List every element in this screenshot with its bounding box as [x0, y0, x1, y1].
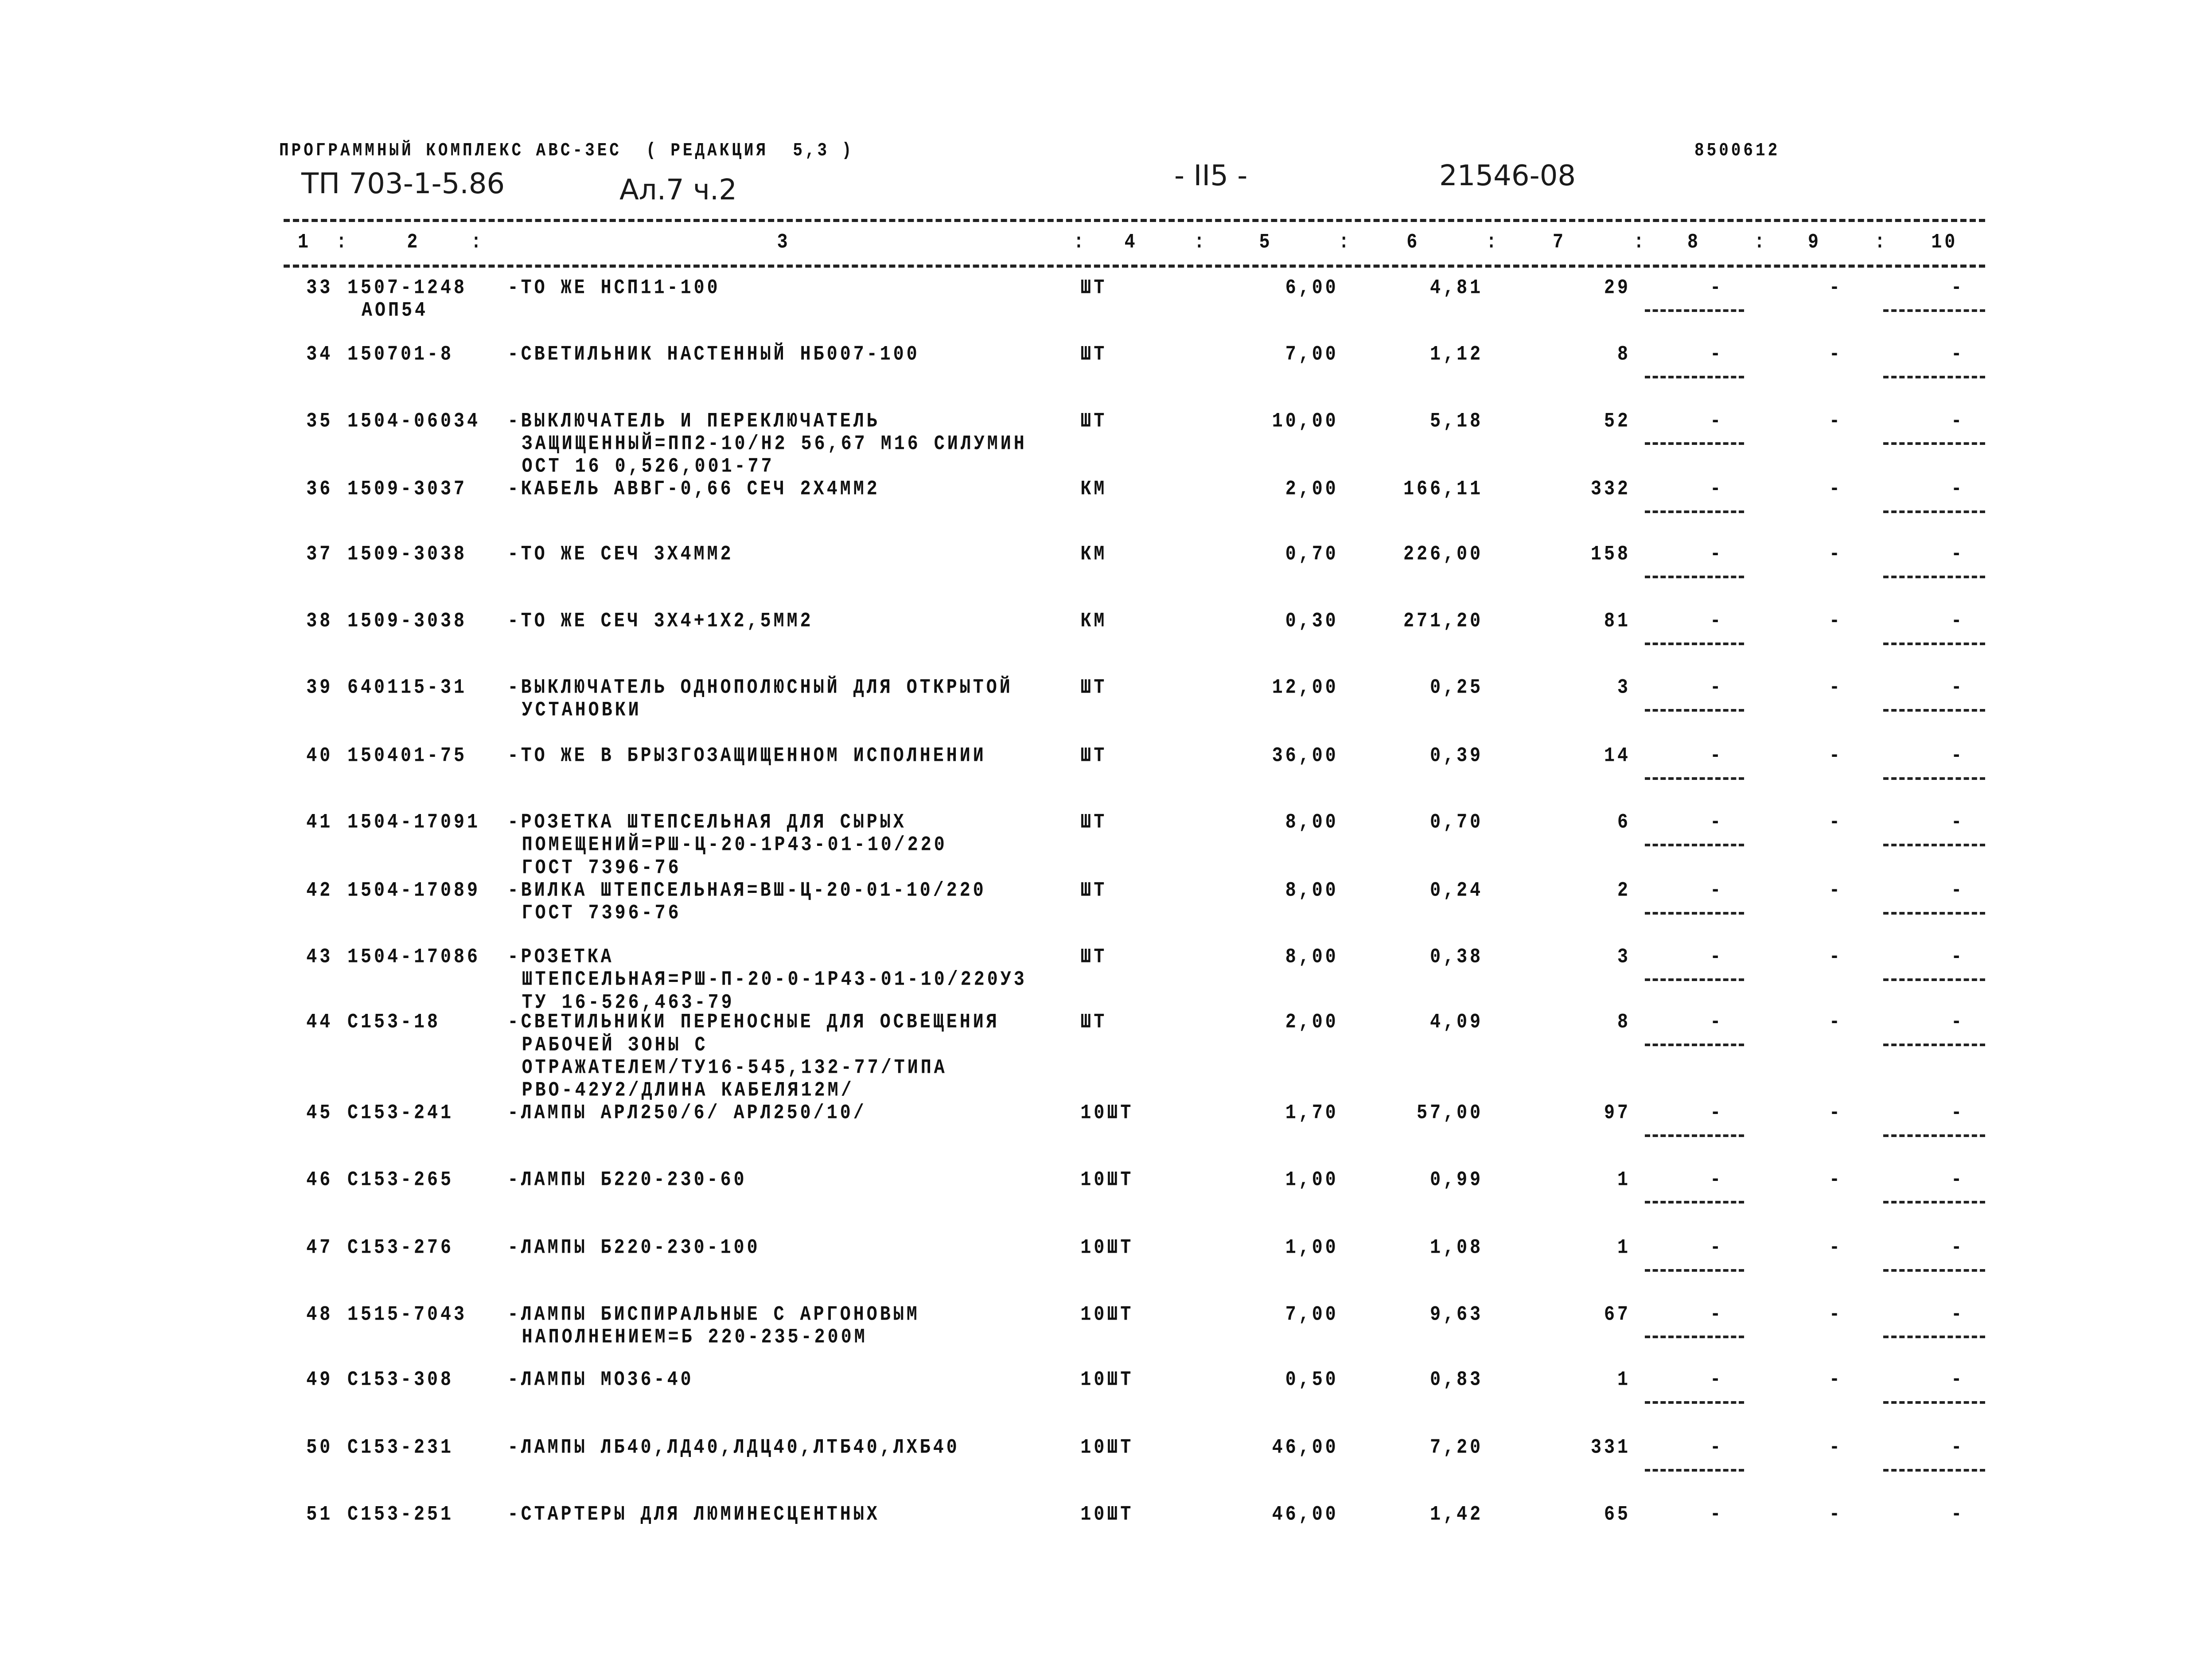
col8-value: -	[1710, 1503, 1724, 1526]
col9-value: -	[1829, 676, 1843, 700]
subtotal-underline	[1645, 1134, 1744, 1137]
unit-price: 0,38	[1430, 946, 1484, 969]
col8-value: -	[1710, 946, 1724, 969]
archive-number: 21546-08	[1439, 160, 1576, 192]
col8-value: -	[1710, 277, 1724, 300]
col9-value: -	[1829, 343, 1843, 366]
item-code: 1515-7043	[347, 1303, 467, 1326]
col8-value: -	[1710, 610, 1724, 633]
col10-value: -	[1951, 811, 1965, 834]
col9-value: -	[1829, 1168, 1843, 1192]
unit-price: 271,20	[1403, 610, 1484, 633]
subtotal-underline	[1645, 912, 1744, 915]
item-description: -СТАРТЕРЫ ДЛЯ ЛЮМИНЕСЦЕНТНЫХ	[507, 1503, 880, 1526]
col8-value: -	[1710, 343, 1724, 366]
unit: ШТ	[1080, 277, 1107, 300]
column-number: 2	[407, 231, 421, 254]
column-separator: :	[336, 231, 350, 254]
col9-value: -	[1829, 1236, 1843, 1260]
item-code: 150701-8	[347, 343, 454, 366]
unit: 10ШТ	[1080, 1503, 1134, 1526]
item-description: -ТО ЖЕ СЕЧ 3Х4+1Х2,5ММ2	[507, 610, 814, 633]
unit: ШТ	[1080, 410, 1107, 433]
quantity: 0,50	[1285, 1368, 1339, 1391]
unit-price: 0,70	[1430, 811, 1484, 834]
divider-top	[284, 219, 1985, 222]
col10-value: -	[1951, 879, 1965, 902]
col9-value: -	[1829, 543, 1843, 566]
col10-value: -	[1951, 676, 1965, 700]
total-cost: 97	[1604, 1102, 1631, 1125]
unit-price: 1,12	[1430, 343, 1484, 366]
unit: ШТ	[1080, 676, 1107, 700]
col10-value: -	[1951, 343, 1965, 366]
subtotal-underline	[1645, 643, 1744, 645]
item-code: С153-308	[347, 1368, 454, 1391]
col10-value: -	[1951, 543, 1965, 566]
unit-price: 9,63	[1430, 1303, 1484, 1326]
quantity: 46,00	[1272, 1503, 1339, 1526]
item-description: -ВЫКЛЮЧАТЕЛЬ ОДНОПОЛЮСНЫЙ ДЛЯ ОТКРЫТОЙ	[507, 676, 1013, 700]
unit: ШТ	[1080, 811, 1107, 834]
item-code: 1509-3037	[347, 478, 467, 501]
unit: ШТ	[1080, 744, 1107, 767]
col9-value: -	[1829, 277, 1843, 300]
column-separator: :	[471, 231, 484, 254]
col9-value: -	[1829, 1303, 1843, 1326]
row-number: 46	[306, 1168, 333, 1192]
subtotal-underline	[1645, 510, 1744, 513]
item-code: 150401-75	[347, 744, 467, 767]
col10-value: -	[1951, 610, 1965, 633]
quantity: 6,00	[1285, 277, 1339, 300]
item-description: -ЛАМПЫ МО36-40	[507, 1368, 694, 1391]
item-description: ЗАЩИЩЕННЫЙ=ПП2-10/Н2 56,67 М16 СИЛУМИН	[522, 432, 1027, 456]
col10-value: -	[1951, 946, 1965, 969]
item-description: -СВЕТИЛЬНИКИ ПЕРЕНОСНЫЕ ДЛЯ ОСВЕЩЕНИЯ	[507, 1011, 1000, 1034]
subtotal-underline	[1645, 1469, 1744, 1472]
unit: 10ШТ	[1080, 1102, 1134, 1125]
col8-value: -	[1710, 676, 1724, 700]
quantity: 10,00	[1272, 410, 1339, 433]
subtotal-underline	[1883, 1469, 1985, 1472]
quantity: 12,00	[1272, 676, 1339, 700]
total-cost: 3	[1617, 676, 1631, 700]
unit: 10ШТ	[1080, 1168, 1134, 1192]
column-number: 6	[1406, 231, 1420, 254]
item-description: -ТО ЖЕ СЕЧ 3Х4ММ2	[507, 543, 734, 566]
unit: ШТ	[1080, 946, 1107, 969]
total-cost: 52	[1604, 410, 1631, 433]
item-description: -СВЕТИЛЬНИК НАСТЕННЫЙ НБ007-100	[507, 343, 920, 366]
col10-value: -	[1951, 1236, 1965, 1260]
col10-value: -	[1951, 277, 1965, 300]
column-number: 8	[1687, 231, 1701, 254]
col10-value: -	[1951, 410, 1965, 433]
unit: ШТ	[1080, 879, 1107, 902]
subtotal-underline	[1645, 309, 1744, 312]
item-description: УСТАНОВКИ	[522, 699, 642, 722]
album-label: Ал.7 ч.2	[619, 174, 737, 206]
item-code: С153-251	[347, 1503, 454, 1526]
total-cost: 1	[1617, 1168, 1631, 1192]
subtotal-underline	[1883, 1336, 1985, 1338]
item-description: -ТО ЖЕ В БРЫЗГОЗАЩИЩЕННОМ ИСПОЛНЕНИИ	[507, 744, 986, 767]
col9-value: -	[1829, 610, 1843, 633]
col9-value: -	[1829, 410, 1843, 433]
row-number: 48	[306, 1303, 333, 1326]
unit-price: 0,25	[1430, 676, 1484, 700]
item-description: ОСТ 16 0,526,001-77	[522, 455, 775, 479]
unit-price: 57,00	[1417, 1102, 1484, 1125]
col8-value: -	[1710, 1236, 1724, 1260]
total-cost: 331	[1590, 1436, 1631, 1460]
col10-value: -	[1951, 744, 1965, 767]
row-number: 39	[306, 676, 333, 700]
item-code: 640115-31	[347, 676, 467, 700]
item-description: -ЛАМПЫ БИСПИРАЛЬНЫЕ С АРГОНОВЫМ	[507, 1303, 920, 1326]
column-number: 4	[1124, 231, 1138, 254]
unit-price: 5,18	[1430, 410, 1484, 433]
subtotal-underline	[1883, 978, 1985, 981]
total-cost: 3	[1617, 946, 1631, 969]
col8-value: -	[1710, 1102, 1724, 1125]
item-code: С153-276	[347, 1236, 454, 1260]
subtotal-underline	[1883, 309, 1985, 312]
quantity: 0,30	[1285, 610, 1339, 633]
row-number: 49	[306, 1368, 333, 1391]
item-code: 1507-1248	[347, 277, 467, 300]
column-separator: :	[1633, 231, 1647, 254]
row-number: 51	[306, 1503, 333, 1526]
subtotal-underline	[1883, 442, 1985, 445]
col10-value: -	[1951, 1503, 1965, 1526]
col9-value: -	[1829, 1368, 1843, 1391]
col8-value: -	[1710, 478, 1724, 501]
item-description: ГОСТ 7396-76	[522, 857, 682, 880]
unit-price: 1,08	[1430, 1236, 1484, 1260]
unit-price: 0,24	[1430, 879, 1484, 902]
item-code: 1504-17089	[347, 879, 481, 902]
total-cost: 65	[1604, 1503, 1631, 1526]
col9-value: -	[1829, 879, 1843, 902]
item-description: -ТО ЖЕ НСП11-100	[507, 277, 720, 300]
col8-value: -	[1710, 879, 1724, 902]
subtotal-underline	[1645, 1336, 1744, 1338]
divider-header	[284, 265, 1985, 268]
row-number: 43	[306, 946, 333, 969]
unit: КМ	[1080, 478, 1107, 501]
item-description: -ЛАМПЫ ЛБ40,ЛД40,ЛДЦ40,ЛТБ40,ЛХБ40	[507, 1436, 960, 1460]
quantity: 46,00	[1272, 1436, 1339, 1460]
item-description: -РОЗЕТКА	[507, 946, 614, 969]
column-number: 3	[777, 231, 791, 254]
total-cost: 1	[1617, 1236, 1631, 1260]
total-cost: 29	[1604, 277, 1631, 300]
col9-value: -	[1829, 811, 1843, 834]
item-code: С153-18	[347, 1011, 441, 1034]
col10-value: -	[1951, 1011, 1965, 1034]
item-code: С153-241	[347, 1102, 454, 1125]
col10-value: -	[1951, 1368, 1965, 1391]
unit: КМ	[1080, 610, 1107, 633]
item-code: С153-265	[347, 1168, 454, 1192]
unit-price: 4,81	[1430, 277, 1484, 300]
col10-value: -	[1951, 478, 1965, 501]
item-description: РАБОЧЕЙ ЗОНЫ С	[522, 1034, 708, 1057]
subtotal-underline	[1883, 1269, 1985, 1272]
total-cost: 332	[1590, 478, 1631, 501]
unit-price: 166,11	[1403, 478, 1484, 501]
item-description: -ЛАМПЫ Б220-230-60	[507, 1168, 747, 1192]
quantity: 0,70	[1285, 543, 1339, 566]
row-number: 37	[306, 543, 333, 566]
col9-value: -	[1829, 1102, 1843, 1125]
quantity: 1,00	[1285, 1168, 1339, 1192]
row-number: 36	[306, 478, 333, 501]
col9-value: -	[1829, 1011, 1843, 1034]
unit: 10ШТ	[1080, 1236, 1134, 1260]
subtotal-underline	[1645, 576, 1744, 578]
row-number: 40	[306, 744, 333, 767]
total-cost: 81	[1604, 610, 1631, 633]
col10-value: -	[1951, 1436, 1965, 1460]
item-code: 1504-17086	[347, 946, 481, 969]
subtotal-underline	[1883, 376, 1985, 378]
total-cost: 158	[1590, 543, 1631, 566]
row-number: 44	[306, 1011, 333, 1034]
col8-value: -	[1710, 1436, 1724, 1460]
col8-value: -	[1710, 1011, 1724, 1034]
subtotal-underline	[1645, 844, 1744, 846]
row-number: 45	[306, 1102, 333, 1125]
subtotal-underline	[1645, 978, 1744, 981]
item-description: НАПОЛНЕНИЕМ=Б 220-235-200М	[522, 1326, 868, 1349]
item-description: -ЛАМПЫ АРЛ250/6/ АРЛ250/10/	[507, 1102, 867, 1125]
item-description: -ВЫКЛЮЧАТЕЛЬ И ПЕРЕКЛЮЧАТЕЛЬ	[507, 410, 880, 433]
item-description: -ЛАМПЫ Б220-230-100	[507, 1236, 760, 1260]
row-number: 41	[306, 811, 333, 834]
column-separator: :	[1194, 231, 1207, 254]
subtotal-underline	[1645, 1044, 1744, 1046]
subtotal-underline	[1883, 844, 1985, 846]
row-number: 33	[306, 277, 333, 300]
total-cost: 67	[1604, 1303, 1631, 1326]
item-description: РВО-42У2/ДЛИНА КАБЕЛЯ12М/	[522, 1079, 854, 1102]
unit-price: 1,42	[1430, 1503, 1484, 1526]
col10-value: -	[1951, 1102, 1965, 1125]
row-number: 38	[306, 610, 333, 633]
document-number: 8500612	[1694, 140, 1780, 161]
quantity: 8,00	[1285, 946, 1339, 969]
unit-price: 0,99	[1430, 1168, 1484, 1192]
unit-price: 0,83	[1430, 1368, 1484, 1391]
item-description: ОТРАЖАТЕЛЕМ/ТУ16-545,132-77/ТИПА	[522, 1056, 947, 1079]
quantity: 1,00	[1285, 1236, 1339, 1260]
item-description: -КАБЕЛЬ АВВГ-0,66 СЕЧ 2Х4ММ2	[507, 478, 880, 501]
subtotal-underline	[1645, 777, 1744, 780]
subtotal-underline	[1883, 777, 1985, 780]
col9-value: -	[1829, 1436, 1843, 1460]
total-cost: 1	[1617, 1368, 1631, 1391]
item-code: 1504-17091	[347, 811, 481, 834]
page-number: - II5 -	[1174, 160, 1248, 192]
column-number: 10	[1931, 231, 1958, 254]
col9-value: -	[1829, 1503, 1843, 1526]
subtotal-underline	[1645, 376, 1744, 378]
col8-value: -	[1710, 1303, 1724, 1326]
col10-value: -	[1951, 1303, 1965, 1326]
row-number: 50	[306, 1436, 333, 1460]
col8-value: -	[1710, 410, 1724, 433]
column-separator: :	[1874, 231, 1888, 254]
item-code: 1509-3038	[347, 543, 467, 566]
item-description: ГОСТ 7396-76	[522, 902, 682, 925]
column-separator: :	[1754, 231, 1768, 254]
subtotal-underline	[1883, 1401, 1985, 1404]
project-number: ТП 703-1-5.86	[301, 167, 505, 200]
column-number: 5	[1259, 231, 1273, 254]
col8-value: -	[1710, 1368, 1724, 1391]
col9-value: -	[1829, 478, 1843, 501]
unit-price: 226,00	[1403, 543, 1484, 566]
col10-value: -	[1951, 1168, 1965, 1192]
col8-value: -	[1710, 543, 1724, 566]
subtotal-underline	[1883, 643, 1985, 645]
row-number: 47	[306, 1236, 333, 1260]
item-description: ПОМЕЩЕНИЙ=РШ-Ц-20-1Р43-01-10/220	[522, 834, 947, 857]
column-separator: :	[1338, 231, 1352, 254]
col8-value: -	[1710, 811, 1724, 834]
item-description: -РОЗЕТКА ШТЕПСЕЛЬНАЯ ДЛЯ СЫРЫХ	[507, 811, 907, 834]
unit: 10ШТ	[1080, 1303, 1134, 1326]
unit-price: 4,09	[1430, 1011, 1484, 1034]
column-number: 7	[1553, 231, 1566, 254]
row-number: 35	[306, 410, 333, 433]
subtotal-underline	[1883, 510, 1985, 513]
col8-value: -	[1710, 1168, 1724, 1192]
subtotal-underline	[1645, 1269, 1744, 1272]
subtotal-underline	[1883, 1134, 1985, 1137]
subtotal-underline	[1883, 1044, 1985, 1046]
quantity: 2,00	[1285, 478, 1339, 501]
col9-value: -	[1829, 744, 1843, 767]
item-code: 1509-3038	[347, 610, 467, 633]
unit: ШТ	[1080, 343, 1107, 366]
subtotal-underline	[1883, 912, 1985, 915]
row-number: 34	[306, 343, 333, 366]
column-number: 9	[1808, 231, 1822, 254]
item-code: 1504-06034	[347, 410, 481, 433]
subtotal-underline	[1883, 709, 1985, 712]
program-header: ПРОГРАММНЫЙ КОМПЛЕКС АВС-3ЕС ( РЕДАКЦИЯ 5,3 )	[279, 140, 854, 161]
column-separator: :	[1486, 231, 1499, 254]
subtotal-underline	[1883, 576, 1985, 578]
quantity: 1,70	[1285, 1102, 1339, 1125]
quantity: 36,00	[1272, 744, 1339, 767]
col9-value: -	[1829, 946, 1843, 969]
total-cost: 14	[1604, 744, 1631, 767]
unit-price: 0,39	[1430, 744, 1484, 767]
subtotal-underline	[1645, 1401, 1744, 1404]
item-description: ТУ 16-526,463-79	[522, 991, 735, 1014]
subtotal-underline	[1645, 1201, 1744, 1204]
total-cost: 8	[1617, 343, 1631, 366]
item-description: ШТЕПСЕЛЬНАЯ=РШ-П-20-0-1Р43-01-10/220У3	[522, 968, 1027, 992]
quantity: 7,00	[1285, 343, 1339, 366]
unit-price: 7,20	[1430, 1436, 1484, 1460]
item-description: -ВИЛКА ШТЕПСЕЛЬНАЯ=ВШ-Ц-20-01-10/220	[507, 879, 986, 902]
quantity: 7,00	[1285, 1303, 1339, 1326]
item-code: С153-231	[347, 1436, 454, 1460]
row-number: 42	[306, 879, 333, 902]
quantity: 8,00	[1285, 879, 1339, 902]
unit: 10ШТ	[1080, 1368, 1134, 1391]
item-code: АОП54	[362, 299, 428, 323]
subtotal-underline	[1883, 1201, 1985, 1204]
unit: 10ШТ	[1080, 1436, 1134, 1460]
quantity: 8,00	[1285, 811, 1339, 834]
unit: ШТ	[1080, 1011, 1107, 1034]
total-cost: 6	[1617, 811, 1631, 834]
subtotal-underline	[1645, 442, 1744, 445]
total-cost: 8	[1617, 1011, 1631, 1034]
column-separator: :	[1073, 231, 1087, 254]
total-cost: 2	[1617, 879, 1631, 902]
col8-value: -	[1710, 744, 1724, 767]
subtotal-underline	[1645, 709, 1744, 712]
quantity: 2,00	[1285, 1011, 1339, 1034]
unit: КМ	[1080, 543, 1107, 566]
column-number: 1	[298, 231, 312, 254]
